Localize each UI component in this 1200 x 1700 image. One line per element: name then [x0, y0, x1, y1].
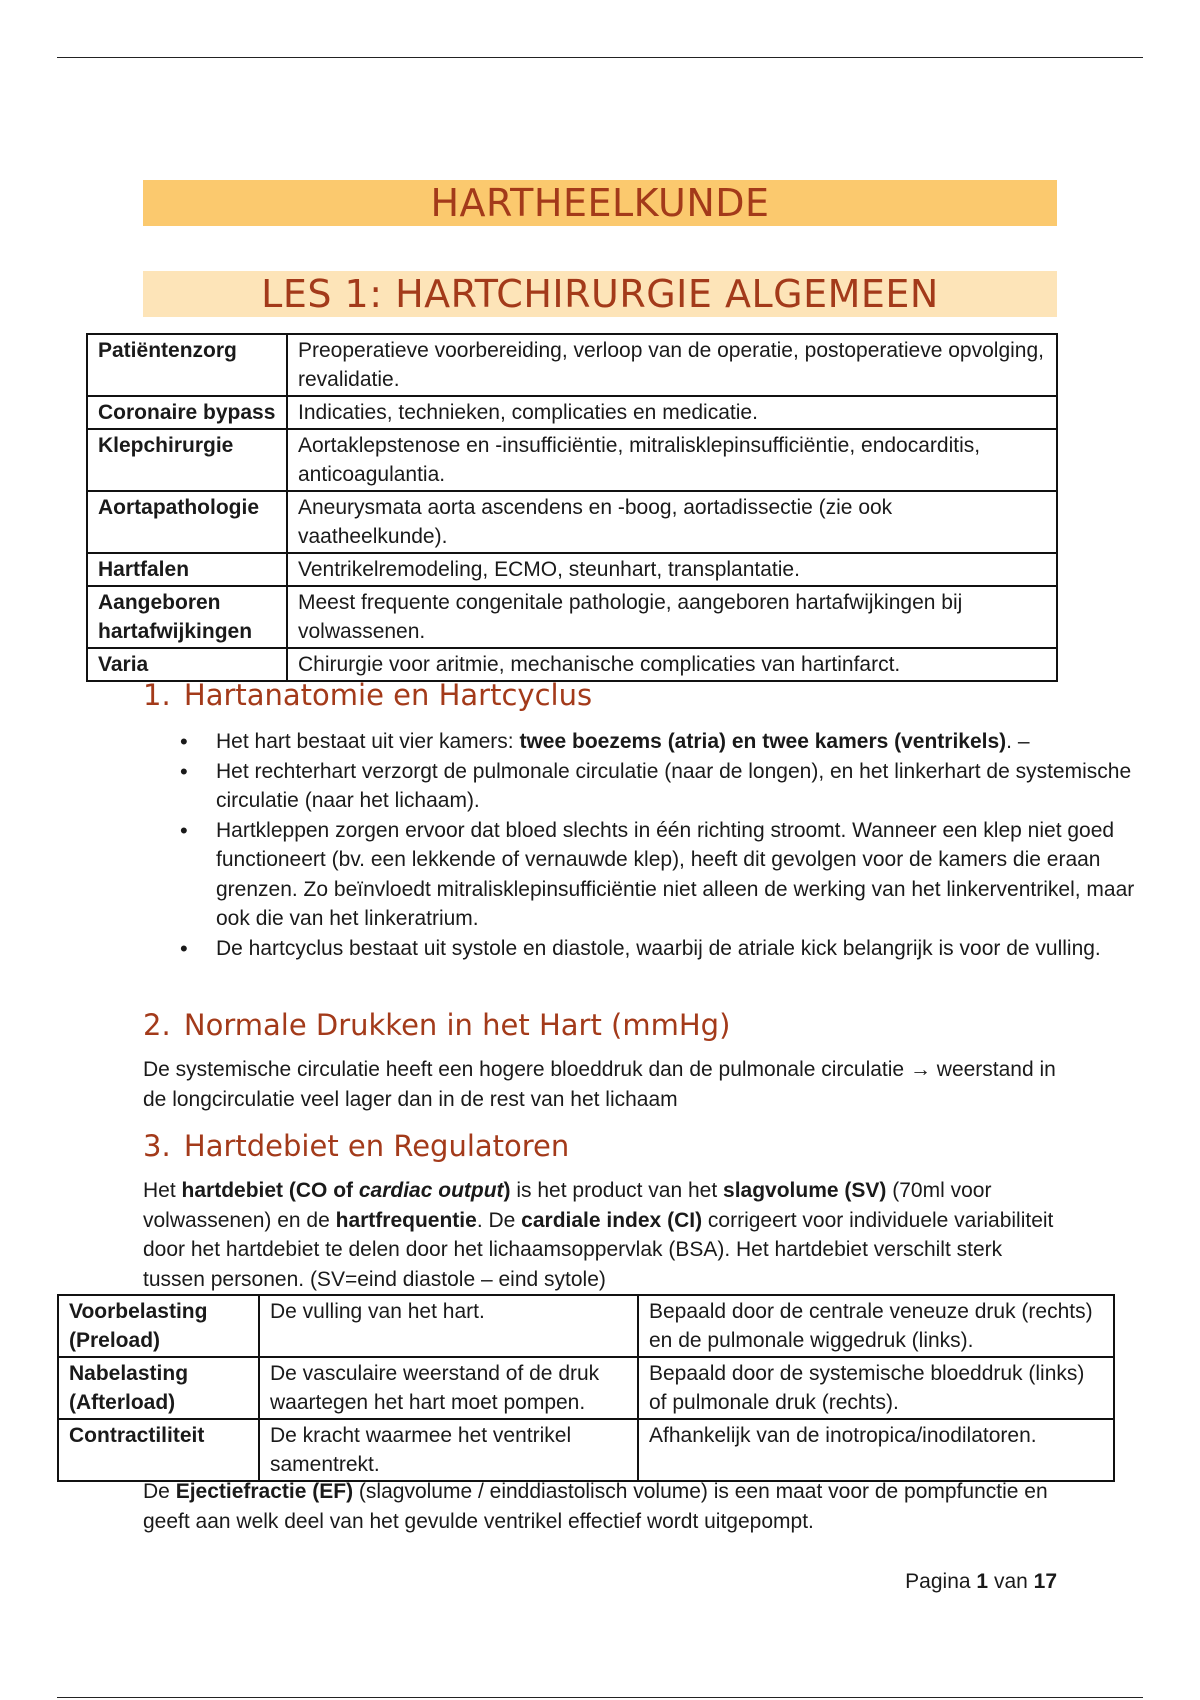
lesson-title: LES 1: HARTCHIRURGIE ALGEMEEN: [143, 271, 1057, 317]
topic-label: Klepchirurgie: [87, 429, 287, 491]
topic-description: Preoperatieve voorbereiding, verloop van de operatie, postoperatieve opvolging, revalidatie.: [287, 334, 1057, 396]
table-row: [87, 553, 1057, 586]
section-2-heading: 2. Normale Drukken in het Hart (mmHg): [143, 1008, 731, 1042]
table-row: [87, 334, 1057, 396]
list-item: • Hartkleppen zorgen ervoor dat bloed slechts in één richting stroomt. Wanneer een klep niet goed functioneert (bv. een lekkende of vernauwde klep), heeft dit gevolgen voor de kamers die eraan grenzen. Zo beïnvloedt mitralisklepinsufficiëntie niet alleen de werking van het linkerventrikel, maar ook die van het linkeratrium.: [216, 816, 1136, 934]
topic-description: Meest frequente congenitale pathologie, aangeboren hartafwijkingen bij volwassenen.: [287, 586, 1057, 648]
page-title: HARTHEELKUNDE: [143, 180, 1057, 226]
topic-description: Ventrikelremodeling, ECMO, steunhart, transplantatie.: [287, 553, 1057, 586]
topic-description: Indicaties, technieken, complicaties en medicatie.: [287, 396, 1057, 429]
footer-rule: [57, 1697, 1143, 1698]
header-rule: [57, 57, 1143, 58]
table-row: [87, 429, 1057, 491]
table-row: [58, 1295, 1114, 1357]
table-row: [87, 648, 1057, 681]
regulator-determinant: Bepaald door de centrale veneuze druk (rechts) en de pulmonale wiggedruk (links).: [638, 1295, 1114, 1357]
table-row: [58, 1419, 1114, 1481]
section-1-heading: 1. Hartanatomie en Hartcyclus: [143, 678, 593, 712]
topic-description: Chirurgie voor aritmie, mechanische complicaties van hartinfarct.: [287, 648, 1057, 681]
table-row: [87, 491, 1057, 553]
section-3-heading: 3. Hartdebiet en Regulatoren: [143, 1129, 570, 1163]
page-number: Pagina 1 van 17: [905, 1570, 1057, 1593]
regulator-name: Nabelasting (Afterload): [58, 1357, 259, 1419]
list-item: • De hartcyclus bestaat uit systole en diastole, waarbij de atriale kick belangrijk is voor de vulling.: [216, 934, 1136, 964]
topic-label: Hartfalen: [87, 553, 287, 586]
topic-label: Patiëntenzorg: [87, 334, 287, 396]
topic-description: Aortaklepstenose en -insufficiëntie, mitralisklepinsufficiëntie, endocarditis, anticoagulantia.: [287, 429, 1057, 491]
list-item: • Het rechterhart verzorgt de pulmonale circulatie (naar de longen), en het linkerhart de systemische circulatie (naar het lichaam).: [216, 757, 1136, 816]
regulator-description: De vasculaire weerstand of de druk waartegen het hart moet pompen.: [259, 1357, 638, 1419]
regulator-description: De kracht waarmee het ventrikel samentrekt.: [259, 1419, 638, 1481]
section-2-paragraph: De systemische circulatie heeft een hogere bloeddruk dan de pulmonale circulatie → weerstand in de longcirculatie veel lager dan in de rest van het lichaam: [143, 1058, 1056, 1111]
regulator-description: De vulling van het hart.: [259, 1295, 638, 1357]
topic-label: Coronaire bypass: [87, 396, 287, 429]
ejection-fraction-paragraph: De Ejectiefractie (EF) (slagvolume / einddiastolisch volume) is een maat voor de pompfunctie en geeft aan welk deel van het gevulde ventrikel effectief wordt uitgepompt.: [143, 1480, 1048, 1533]
regulator-determinant: Afhankelijk van de inotropica/inodilatoren.: [638, 1419, 1114, 1481]
regulator-name: Voorbelasting (Preload): [58, 1295, 259, 1357]
table-row: [87, 396, 1057, 429]
list-item: • Het hart bestaat uit vier kamers: twee boezems (atria) en twee kamers (ventrikels). –: [216, 727, 1136, 757]
topics-table: [86, 333, 1058, 682]
topic-description: Aneurysmata aorta ascendens en -boog, aortadissectie (zie ook vaatheelkunde).: [287, 491, 1057, 553]
section-3-paragraph: Het hartdebiet (CO of cardiac output) is het product van het slagvolume (SV) (70ml voor volwassenen) en de hartfrequentie. De cardiale index (CI) corrigeert voor individuele variabiliteit door het hartdebiet te delen door het lichaamsoppervlak (BSA). Het hartdebiet verschilt sterk tussen personen. (SV=eind diastole – eind sytole): [143, 1179, 1054, 1291]
topic-label: Aortapathologie: [87, 491, 287, 553]
topic-label: Varia: [87, 648, 287, 681]
table-row: [87, 586, 1057, 648]
regulator-name: Contractiliteit: [58, 1419, 259, 1481]
topic-label: Aangeboren hartafwijkingen: [87, 586, 287, 648]
regulator-determinant: Bepaald door de systemische bloeddruk (links) of pulmonale druk (rechts).: [638, 1357, 1114, 1419]
table-row: [58, 1357, 1114, 1419]
regulators-table: [57, 1294, 1115, 1482]
anatomy-bullet-list: [143, 727, 1136, 963]
